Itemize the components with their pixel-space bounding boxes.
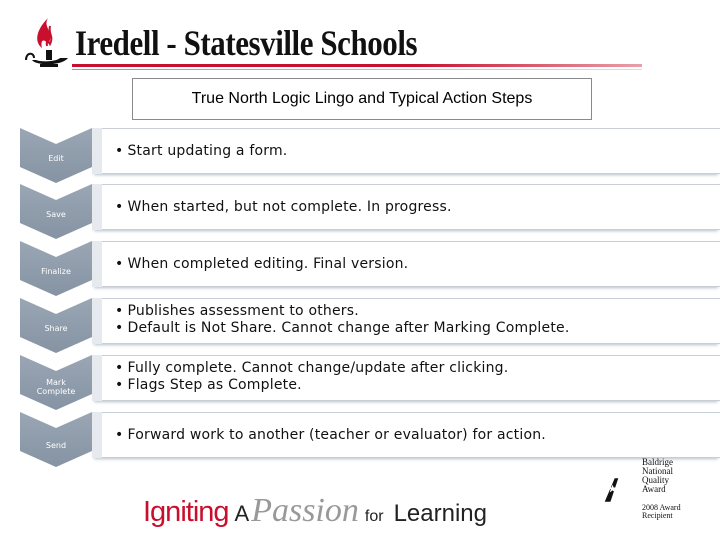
tagline-passion: Passion bbox=[251, 492, 359, 529]
award-text bbox=[642, 458, 673, 494]
step-box-tab bbox=[92, 184, 102, 230]
eagle-star-icon bbox=[604, 455, 644, 525]
tagline-for: for bbox=[364, 508, 384, 525]
header-divider bbox=[72, 64, 642, 67]
step-save bbox=[20, 184, 720, 239]
header-divider-thin bbox=[72, 69, 642, 70]
step-bullet: • When completed editing. Final version. bbox=[115, 256, 408, 272]
step-box-tab bbox=[92, 412, 102, 458]
step-mark-complete bbox=[20, 355, 720, 410]
award-line: Quality bbox=[642, 475, 669, 485]
tagline-learning: Learning bbox=[393, 500, 487, 527]
step-chevron bbox=[20, 412, 92, 467]
step-label: Send bbox=[45, 441, 67, 450]
award-line: Baldrige bbox=[642, 457, 673, 467]
step-box-tab bbox=[92, 241, 102, 287]
step-label: Finalize bbox=[41, 267, 71, 276]
step-label-line: Complete bbox=[36, 387, 76, 396]
step-label: Edit bbox=[48, 154, 64, 163]
step-label-line: Mark bbox=[46, 378, 66, 387]
page-title: Iredell - Statesville Schools bbox=[75, 23, 418, 63]
step-bullet: • Default is Not Share. Cannot change after Marking Complete. bbox=[115, 320, 569, 336]
step-box-tab bbox=[92, 298, 102, 344]
step-label bbox=[20, 378, 92, 396]
award-recipient-line: Recipient bbox=[642, 511, 673, 520]
step-label: Save bbox=[46, 210, 66, 219]
footer-tagline bbox=[143, 492, 487, 530]
award-year-line: 2008 Award bbox=[642, 503, 681, 512]
step-edit bbox=[20, 128, 720, 183]
step-bullet: • When started, but not complete. In progress. bbox=[115, 199, 452, 215]
step-bullet: • Fully complete. Cannot change/update after clicking. bbox=[115, 360, 508, 376]
step-bullet: • Forward work to another (teacher or evaluator) for action. bbox=[115, 427, 546, 443]
step-bullet: • Start updating a form. bbox=[115, 143, 287, 159]
award-line: Award bbox=[642, 484, 666, 494]
award-line: National bbox=[642, 466, 673, 476]
step-label: Share bbox=[44, 324, 68, 333]
step-bullet: • Flags Step as Complete. bbox=[115, 377, 302, 393]
step-box-tab bbox=[92, 128, 102, 174]
step-share bbox=[20, 298, 720, 353]
lamp-flame-icon bbox=[22, 14, 72, 76]
tagline-a: A bbox=[234, 501, 250, 526]
award-year-text bbox=[642, 504, 681, 520]
step-bullet: • Publishes assessment to others. bbox=[115, 303, 359, 319]
step-box-tab bbox=[92, 355, 102, 401]
tagline-igniting: Igniting bbox=[143, 496, 229, 528]
step-finalize bbox=[20, 241, 720, 296]
slide-subtitle: True North Logic Lingo and Typical Action Steps bbox=[132, 78, 592, 120]
